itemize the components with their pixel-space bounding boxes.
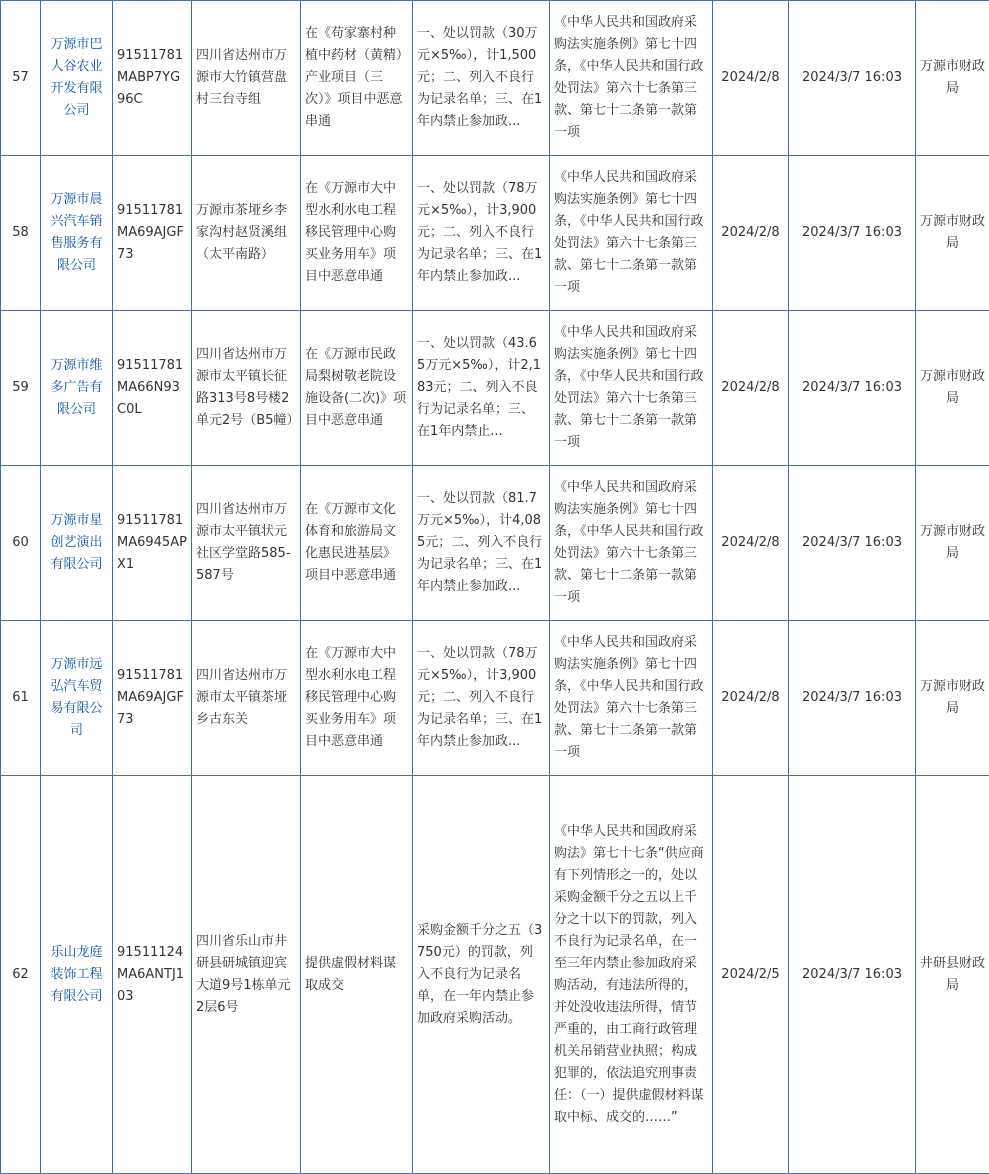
table-row <box>1 156 989 311</box>
department: 万源市财政局 <box>916 156 989 311</box>
decision-date: 2024/2/8 <box>713 1 789 156</box>
publish-time: 2024/3/7 16:03 <box>789 466 916 621</box>
decision-date: 2024/2/8 <box>713 311 789 466</box>
company-address: 四川省达州市万源市太平镇状元社区学堂路585-587号 <box>192 466 301 621</box>
department: 万源市财政局 <box>916 311 989 466</box>
penalty-result: 一、处以罚款（78万元×5‰），计3,900元；二、列入不良行为记录名单；三、在1年内禁止参加政... <box>413 156 550 311</box>
publish-time: 2024/3/7 16:03 <box>789 156 916 311</box>
decision-date: 2024/2/5 <box>713 776 789 1174</box>
violation-content: 在《万源市大中型水利水电工程移民管理中心购买业务用车》项目中恶意串通 <box>301 156 413 311</box>
table-row <box>1 621 989 776</box>
penalty-result: 一、处以罚款（43.65万元×5‰），计2,183元；二、列入不良行为记录名单；三、在1年内禁止... <box>413 311 550 466</box>
violation-content: 在《万源市民政局梨树敬老院设施设备(二次)》项目中恶意串通 <box>301 311 413 466</box>
publish-time: 2024/3/7 16:03 <box>789 621 916 776</box>
decision-date: 2024/2/8 <box>713 621 789 776</box>
company-name-link[interactable]: 万源市星创艺演出有限公司 <box>41 466 113 621</box>
legal-basis: 《中华人民共和国政府采购法实施条例》第七十四条，《中华人民共和国行政处罚法》第六十七条第三款、第七十二条第一款第一项 <box>550 156 713 311</box>
penalty-result: 一、处以罚款（30万元×5‰），计1,500元；二、列入不良行为记录名单；三、在1年内禁止参加政... <box>413 1 550 156</box>
legal-basis: 《中华人民共和国政府采购法》第七十七条“供应商有下列情形之一的，处以采购金额千分之五以上千分之十以下的罚款，列入不良行为记录名单，在一至三年内禁止参加政府采购活动，有违法所得的，并处没收违法所得，情节严重的，由工商行政管理机关吊销营业执照；构成犯罪的，依法追究刑事责任：（一）提供虚假材料谋取中标、成交的……” <box>550 776 713 1174</box>
table-body <box>1 1 989 1174</box>
credit-code: 91511781MABP7YG96C <box>113 1 192 156</box>
publish-time: 2024/3/7 16:03 <box>789 1 916 156</box>
decision-date: 2024/2/8 <box>713 156 789 311</box>
department: 万源市财政局 <box>916 621 989 776</box>
department: 万源市财政局 <box>916 466 989 621</box>
legal-basis: 《中华人民共和国政府采购法实施条例》第七十四条，《中华人民共和国行政处罚法》第六十七条第三款、第七十二条第一款第一项 <box>550 1 713 156</box>
penalty-result: 采购金额千分之五（3750元）的罚款，列入不良行为记录名单，在一年内禁止参加政府采购活动。 <box>413 776 550 1174</box>
credit-code: 91511124MA6ANTJ103 <box>113 776 192 1174</box>
row-number: 57 <box>1 1 41 156</box>
violation-content: 提供虚假材料谋取成交 <box>301 776 413 1174</box>
department: 万源市财政局 <box>916 1 989 156</box>
row-number: 62 <box>1 776 41 1174</box>
row-number: 61 <box>1 621 41 776</box>
company-name-link[interactable]: 万源市晨兴汽车销售服务有限公司 <box>41 156 113 311</box>
decision-date: 2024/2/8 <box>713 466 789 621</box>
credit-code: 91511781MA6945APX1 <box>113 466 192 621</box>
table-row <box>1 776 989 1174</box>
table-row <box>1 311 989 466</box>
company-name-link[interactable]: 乐山龙庭装饰工程有限公司 <box>41 776 113 1174</box>
company-name-link[interactable]: 万源市远弘汽车贸易有限公司 <box>41 621 113 776</box>
table-row <box>1 466 989 621</box>
table-row <box>1 1 989 156</box>
violation-content: 在《万源市文化体育和旅游局文化惠民进基层》项目中恶意串通 <box>301 466 413 621</box>
company-name-link[interactable]: 万源市巴人谷农业开发有限公司 <box>41 1 113 156</box>
violation-content: 在《万源市大中型水利水电工程移民管理中心购买业务用车》项目中恶意串通 <box>301 621 413 776</box>
row-number: 58 <box>1 156 41 311</box>
company-address: 四川省达州市万源市太平镇长征路313号8号楼2单元2号（B5幢） <box>192 311 301 466</box>
department: 井研县财政局 <box>916 776 989 1174</box>
publish-time: 2024/3/7 16:03 <box>789 776 916 1174</box>
publish-time: 2024/3/7 16:03 <box>789 311 916 466</box>
penalty-result: 一、处以罚款（81.7万元×5‰），计4,085元；二、列入不良行为记录名单；三、在1年内禁止参加政... <box>413 466 550 621</box>
row-number: 59 <box>1 311 41 466</box>
penalty-result: 一、处以罚款（78万元×5‰），计3,900元；二、列入不良行为记录名单；三、在1年内禁止参加政... <box>413 621 550 776</box>
company-address: 四川省达州市万源市太平镇茶垭乡古东关 <box>192 621 301 776</box>
row-number: 60 <box>1 466 41 621</box>
company-address: 四川省达州市万源市大竹镇营盘村三台寺组 <box>192 1 301 156</box>
legal-basis: 《中华人民共和国政府采购法实施条例》第七十四条，《中华人民共和国行政处罚法》第六十七条第三款、第七十二条第一款第一项 <box>550 311 713 466</box>
company-name-link[interactable]: 万源市维多广告有限公司 <box>41 311 113 466</box>
credit-code: 91511781MA66N93C0L <box>113 311 192 466</box>
credit-code: 91511781MA69AJGF73 <box>113 621 192 776</box>
violation-content: 在《苟家寨村种植中药材（黄精）产业项目（三次）》项目中恶意串通 <box>301 1 413 156</box>
company-address: 万源市茶垭乡李家沟村赵贤溪组（太平南路） <box>192 156 301 311</box>
credit-code: 91511781MA69AJGF73 <box>113 156 192 311</box>
company-address: 四川省乐山市井研县研城镇迎宾大道9号1栋单元2层6号 <box>192 776 301 1174</box>
legal-basis: 《中华人民共和国政府采购法实施条例》第七十四条，《中华人民共和国行政处罚法》第六十七条第三款、第七十二条第一款第一项 <box>550 466 713 621</box>
legal-basis: 《中华人民共和国政府采购法实施条例》第七十四条，《中华人民共和国行政处罚法》第六十七条第三款、第七十二条第一款第一项 <box>550 621 713 776</box>
